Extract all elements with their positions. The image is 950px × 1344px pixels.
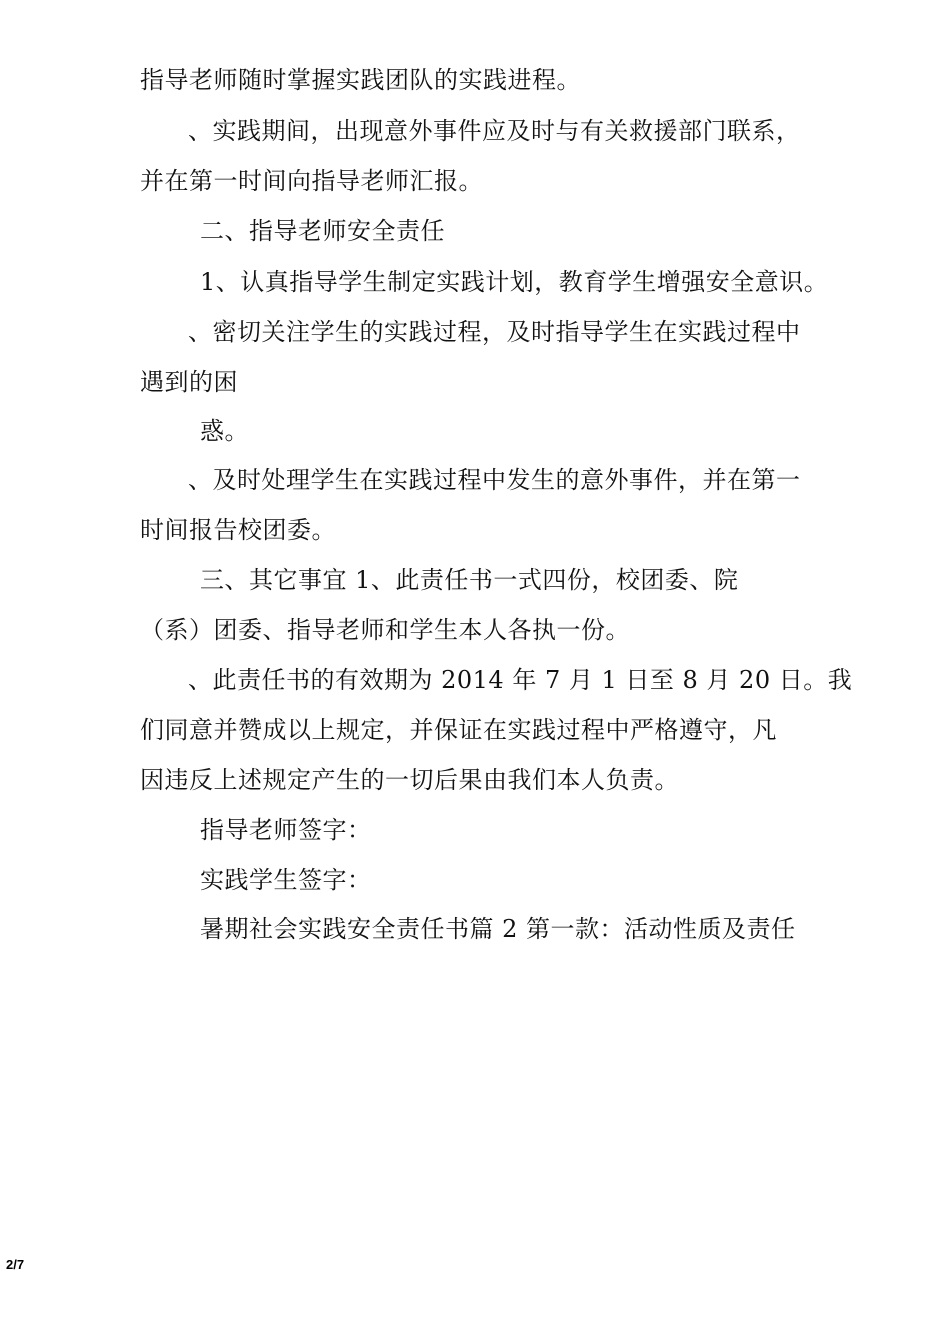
section-heading: 三、其它事宜 1、此责任书一式四份，校团委、院: [200, 566, 739, 594]
page-number: 2/7: [6, 1257, 25, 1272]
text-line: 们同意并赞成以上规定，并保证在实践过程中严格遵守，凡: [140, 716, 777, 744]
text-line: 并在第一时间向指导老师汇报。: [140, 167, 483, 195]
text-line: 、实践期间，出现意外事件应及时与有关救援部门联系，: [188, 117, 801, 145]
section-heading: 二、指导老师安全责任: [200, 217, 445, 245]
text-line: 1、认真指导学生制定实践计划，教育学生增强安全意识。: [200, 268, 829, 296]
text-line: （系）团委、指导老师和学生本人各执一份。: [140, 616, 630, 644]
signature-label-student: 实践学生签字：: [200, 866, 372, 894]
text-line: 指导老师随时掌握实践团队的实践进程。: [140, 66, 581, 94]
text-line: 时间报告校团委。: [140, 516, 336, 544]
signature-label-teacher: 指导老师签字：: [200, 816, 372, 844]
text-line: 因违反上述规定产生的一切后果由我们本人负责。: [140, 766, 679, 794]
text-line: 惑。: [200, 417, 249, 445]
text-line: 、及时处理学生在实践过程中发生的意外事件，并在第一: [188, 466, 801, 494]
text-line: 暑期社会实践安全责任书篇 2 第一款：活动性质及责任: [200, 915, 796, 943]
text-line: 、密切关注学生的实践过程，及时指导学生在实践过程中: [188, 318, 801, 346]
text-line: 遇到的困: [140, 368, 238, 396]
text-line: 、此责任书的有效期为 2014 年 7 月 1 日至 8 月 20 日。我: [188, 666, 853, 694]
